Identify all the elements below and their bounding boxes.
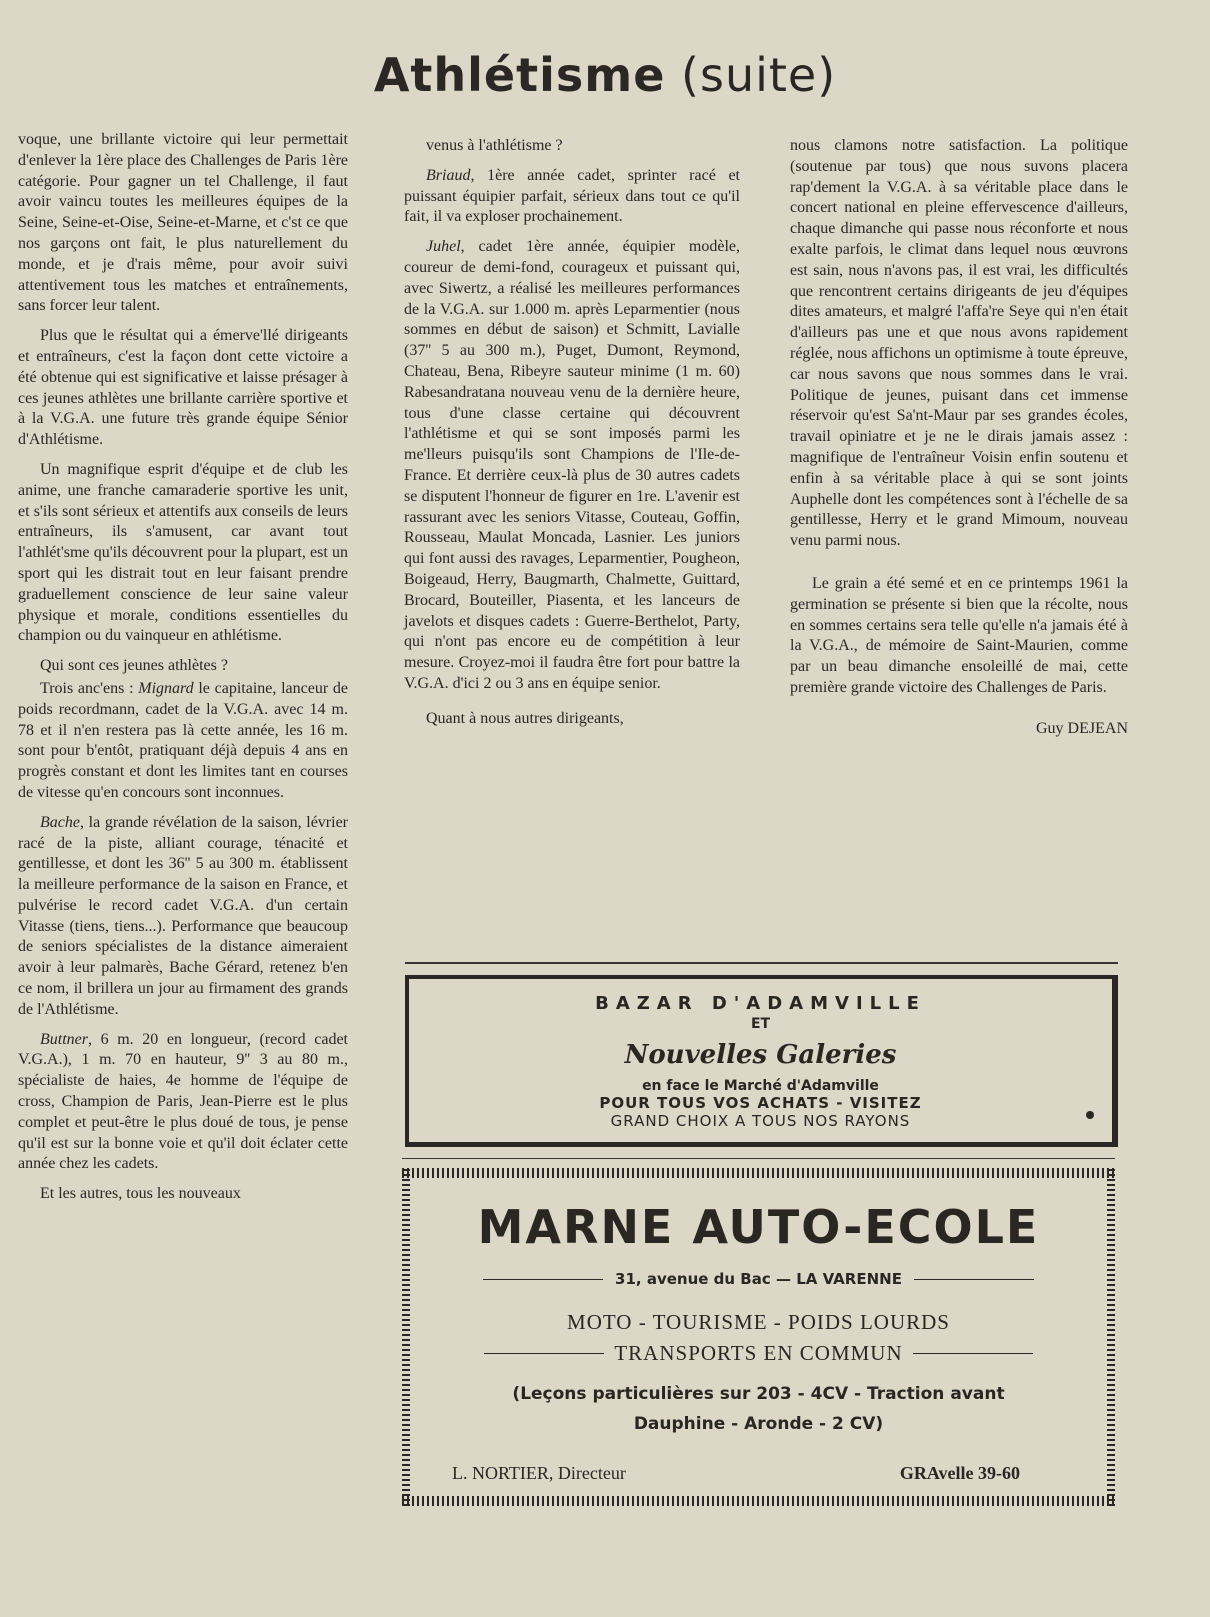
marne-auto-ecole-advertisement [402, 1168, 1115, 1506]
dash-rule [483, 1279, 603, 1280]
ad-categories: MOTO - TOURISME - POIDS LOURDS [567, 1310, 950, 1334]
dash-rule [484, 1353, 604, 1354]
paragraph: Et les autres, tous les nouveaux [40, 1185, 241, 1203]
ad-store-name: Nouvelles Galeries [624, 1040, 897, 1070]
ad-categories-line [402, 1341, 1115, 1366]
paragraph: Le grain a été semé et en ce printemps 1961 la germination se présente si bien que la récolte, nous en sommes certains sera telle qu'elle n'a jamais été à la V.G.A., de mémoire de Saint-Maurien, comme par un beau dimanche ensoleillé de mai, cette première grande victoire des Challenges de Paris. [790, 574, 1128, 696]
dash-rule [913, 1353, 1033, 1354]
paragraph: Trois anc'ens : Mignard le capitaine, lanceur de poids recordmann, cadet de la V.G.A. avec 14 m. 78 et il n'en restera pas là cette année, les 16 m. sont pour b'entôt, pratiquant déjà depuis 4 ans en progrès constant et dont les limites tant en courses de vitesse qu'en concours sont inconnues. [18, 679, 348, 801]
paragraph: Un magnifique esprit d'équipe et de club les anime, une franche camaraderie sportive les unit, et s'ils sont sérieux et attentifs aux conseils de leurs entraîneurs, ils s'amusent, car avant tout l'athlét'sme qu'ils découvrent pour la plupart, est un sport qui les distrait tout en leur faisant prendre graduellement conscience de leur saine valeur physique et morale, conditions essentielles du champion ou du vainqueur en athlétisme. [18, 460, 348, 645]
dot-ornament [1086, 1111, 1094, 1119]
ad-address: 31, avenue du Bac — LA VARENNE [615, 1270, 902, 1288]
title-main: Athlétisme [373, 48, 666, 102]
article-column-1 [18, 130, 348, 1214]
divider [405, 962, 1118, 964]
athlete-name: Buttner [40, 1030, 88, 1048]
ad-name: BAZAR D'ADAMVILLE [595, 993, 926, 1014]
page-title [0, 48, 1210, 102]
ad-cars: Dauphine - Aronde - 2 CV) [633, 1414, 884, 1434]
ad-slogan: POUR TOUS VOS ACHATS - VISITEZ [599, 1094, 922, 1112]
bazar-advertisement [405, 975, 1118, 1147]
paragraph: Bache, la grande révélation de la saison, lévrier racé de la piste, alliant courage, ténacité et gentillesse, et dont les 36'' 5 au 300 m. établissent la meilleure performance de la saison en France, et pulvérise le record cadet V.G.A. d'un certain Vitasse (tiens, tiens...). Performance que beaucoup de seniors spécialistes de la distance aimeraient avoir à leur palmarès, Bache Gérard, retenez b'en ce nom, il brillera un jour au firmament des grands de l'Athlétisme. [18, 813, 348, 1018]
ad-title: MARNE AUTO-ECOLE [477, 1200, 1040, 1254]
paragraph: Briaud, 1ère année cadet, sprinter racé et puissant équipier parfait, sérieux dans tout ce qu'il fait, il va exploser prochainement. [404, 166, 740, 226]
divider [402, 1158, 1115, 1159]
paragraph: voque, une brillante victoire qui leur permettait d'enlever la 1ère place des Challenges de Paris 1ère catégorie. Pour gagner un tel Challenge, il faut avoir vaincu toutes les meilleures équipes de la Seine, Seine-et-Oise, Seine-et-Marne, et c'st ce que nos garçons ont fait, le plus naturellement du monde, et je d'rais même, pour avoir suivi attentivement tous les matches et entraînements, sans forcer leur talent. [18, 131, 348, 315]
paragraph: nous clamons notre satisfaction. La politique (soutenue par tous) que nous suvons placera rap'dement la V.G.A. à sa véritable place dans le concert national en pleine effervescence d'ailleurs, chaque dimanche qui passe nous réconforte et nous exalte parfois, le climat dans lequel nous œuvrons est sain, nous n'avons pas, il est vrai, les difficultés que rencontrent certains dirigeants de jeu d'équipes dites amateurs, et malgré l'affa're Seye qui n'en était d'ailleurs pas une et que nous avons rapidement réglée, nous affichons un optimisme à toute épreuve, car nous savons que nous sommes dans le vrai. Politique de jeunes, puisant dans cet immense réservoir qu'est Sa'nt-Maur par ses grandes écoles, travail opiniatre et je ne le dirais jamais assez : magnifique de l'entraîneur Voisin enfin soutenu et enfin à sa véritable place à qui se sont joints Auphelle dont les compétences sont à l'échelle de sa gentillesse, Herry et le grand Mimoum, nouveau venu parmi nous. [790, 137, 1128, 550]
article-column-2 [404, 136, 740, 739]
ad-director: L. NORTIER, Directeur [452, 1463, 626, 1483]
paragraph: Buttner, 6 m. 20 en longueur, (record cadet V.G.A.), 1 m. 70 en hauteur, 9'' 3 au 80 m., spécialiste de haies, 4e homme de l'équipe de cross, Champion de Paris, Jean-Pierre est le plus complet et peut-être le plus doué de tous, je pense qu'il est sur la bonne voie et qu'il doit éclater cette année chez les cadets. [18, 1030, 348, 1173]
hatched-border [402, 1168, 410, 1506]
ad-location: en face le Marché d'Adamville [642, 1078, 879, 1094]
ad-slogan-2: GRAND CHOIX A TOUS NOS RAYONS [610, 1112, 911, 1130]
hatched-border [402, 1168, 1115, 1178]
ad-phone: GRAvelle 39-60 [899, 1463, 1020, 1483]
athlete-name: Juhel [426, 238, 461, 256]
hatched-border [402, 1496, 1115, 1506]
ad-conjunction: ET [750, 1016, 771, 1032]
author-signature: Guy DEJEAN [1036, 719, 1128, 737]
athlete-name: Bache [40, 813, 80, 831]
article-column-3 [790, 136, 1128, 749]
athlete-name: Mignard [138, 679, 194, 697]
title-sub: (suite) [681, 48, 837, 102]
ad-lessons: (Leçons particulières sur 203 - 4CV - Traction avant [512, 1384, 1005, 1404]
paragraph: Juhel, cadet 1ère année, équipier modèle, coureur de demi-fond, courageux et puissant qui, avec Siwertz, a réalisé les meilleures performances de la V.G.A. sur 1.000 m. après Leparmentier (nous sommes en début de saison) et Schmitt, Lavialle (37'' 5 au 300 m.), Puget, Dumont, Reymond, Chateau, Bena, Ribeyre sauteur minime (1 m. 60) Rabesandratana nouveau venu de la dernière heure, tous d'une classe certaine qui découvrent l'athlétisme et qui se sont imposés parmi les me'lleurs puisqu'ils sont Champions de l'Ile-de-France. Et derrière ceux-là plus de 30 autres cadets se disputent l'honneur de figurer en 1re. L'avenir est rassurant avec les seniors Vitasse, Couteau, Goffin, Rousseau, Maulat Moncada, Lasnier. Les juniors qui font aussi des ravages, Leparmentier, Pougheon, Boigeaud, Herry, Baugmarth, Chalmette, Guittard, Brocard, Bouteiller, Piasenta, et les lanceurs de javelots et disques cadets : Guerre-Berthelot, Party, qui n'ont pas encore eu de compétition à leur mesure. Croyez-moi il faudra être fort pour battre la V.G.A. d'ici 2 ou 3 ans en équipe senior. [404, 238, 740, 692]
hatched-border [1107, 1168, 1115, 1506]
paragraph: Plus que le résultat qui a émerve'llé dirigeants et entraîneurs, c'est la façon dont cette victoire a été obtenue qui est significative et laisse présager à ces jeunes athlètes une brillante carrière sportive et à la V.G.A. une future très grande équipe Sénior d'Athlétisme. [18, 327, 348, 449]
dash-rule [914, 1279, 1034, 1280]
ad-address-line [402, 1270, 1115, 1288]
paragraph: venus à l'athlétisme ? [426, 137, 563, 154]
ad-categories-2: TRANSPORTS EN COMMUN [614, 1341, 903, 1365]
ad-footer [452, 1463, 1020, 1484]
athlete-name: Briaud [426, 166, 471, 184]
paragraph: Quant à nous autres dirigeants, [426, 709, 624, 727]
paragraph: Qui sont ces jeunes athlètes ? [40, 657, 228, 675]
